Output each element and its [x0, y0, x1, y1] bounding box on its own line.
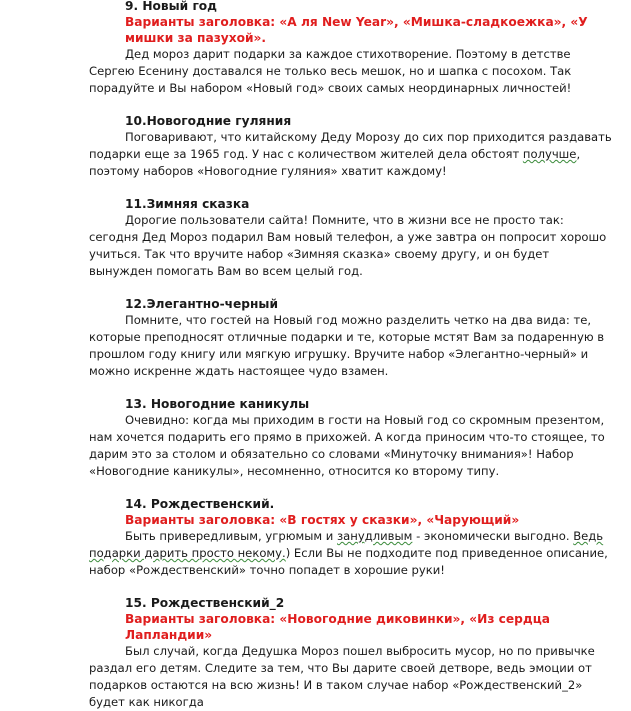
section-body: Очевидно: когда мы приходим в гости на Новый год со скромным презентом, нам хочется подарить его прямо в прихожей. А когда приносим что-то стоящее, то дарим это за столом и обязательно со словами «Минуточку внимания»! Набор «Новогодние каникулы», несомненно, относится ко второму типу.: [89, 413, 605, 478]
section-new-year-festivities: [0, 113, 631, 180]
section-elegant-black: [0, 296, 631, 380]
title-variants: Варианты заголовка: «Новогодние диковинки», «Из сердца Лапландии»: [125, 612, 550, 642]
section-christmas-2: [0, 595, 631, 711]
section-body: Дед мороз дарит подарки за каждое стихотворение. Поэтому в детстве Сергею Есенину доставался не только весь мешок, но и шапка с посохом. Так порадуйте и Вы набором «Новый год» своих самых неординарных личностей!: [89, 47, 572, 95]
section-heading: 10.Новогодние гуляния: [125, 114, 292, 128]
spacer: [0, 180, 631, 196]
section-body: Помните, что гостей на Новый год можно разделить четко на два вида: те, которые преподносят отличные подарки и те, которые мстят Вам за подаренную в прошлом году книгу или мягкую игрушку. Вручите набор «Элегантно-черный» и можно искренне ждать настоящее чудо взамен.: [89, 313, 605, 378]
section-body: Дорогие пользователи сайта! Помните, что в жизни все не просто так: сегодня Дед Мороз подарил Вам новый телефон, а уже завтра он попросит хорошо учиться. Так что вручите набор «Зимняя сказка» своему другу, и он будет вынужден помогать Вам во всем целый год.: [89, 213, 607, 278]
section-body: [0, 528, 631, 579]
body-text: - экономически выгодно.: [412, 529, 574, 543]
grammar-flagged-word: получше: [522, 147, 577, 161]
section-heading: 9. Новый год: [125, 0, 218, 13]
section-christmas: [0, 496, 631, 579]
spacer: [0, 97, 631, 113]
spacer: [0, 579, 631, 595]
section-new-year: [0, 0, 631, 97]
section-new-year-holidays: [0, 396, 631, 480]
section-heading: 15. Рождественский_2: [125, 596, 285, 610]
spacer: [0, 480, 631, 496]
title-variants-text: Варианты заголовка: «А ля New Year», «Мишка-сладкоежка», «У мишки за пазухой».: [125, 15, 588, 45]
body-text: Быть привередливым, угрюмым и: [125, 529, 337, 543]
section-body: Был случай, когда Дедушка Мороз пошел выбросить мусор, но по привычке раздал его детям. Следите за тем, что Вы дарите своей детворе, ведь эмоции от подарков остаются на всю жизнь! И в таком случае набор «Рождественский_2» будет как никогда: [89, 644, 595, 709]
title-variants: Варианты заголовка: «В гостях у сказки», «Чарующий»: [125, 513, 520, 527]
section-body: [0, 129, 631, 180]
body-text: , поэтому наборов «Новогодние гуляния» хватит каждому!: [89, 147, 581, 178]
spacer: [0, 380, 631, 396]
grammar-flagged-word: занудливым: [337, 529, 413, 543]
section-winter-tale: [0, 196, 631, 280]
body-text: ) Если Вы не подходите под приведенное описание, набор «Рождественский» точно попадет в хорошие руки!: [89, 546, 608, 577]
section-heading: 12.Элегантно-черный: [125, 297, 278, 311]
section-heading: 14. Рождественский.: [125, 497, 275, 511]
spacer: [0, 280, 631, 296]
body-text: Поговаривают, что китайскому Деду Морозу до сих пор приходится раздавать подарки еще за 1965 год. У нас с количеством жителей дела обстоят: [89, 130, 612, 161]
grammar-flagged-phrase: Ведь подарки дарить просто некому.: [89, 529, 604, 560]
section-heading: 11.Зимняя сказка: [125, 197, 250, 211]
section-heading: 13. Новогодние каникулы: [125, 397, 310, 411]
title-variants: [0, 14, 631, 46]
